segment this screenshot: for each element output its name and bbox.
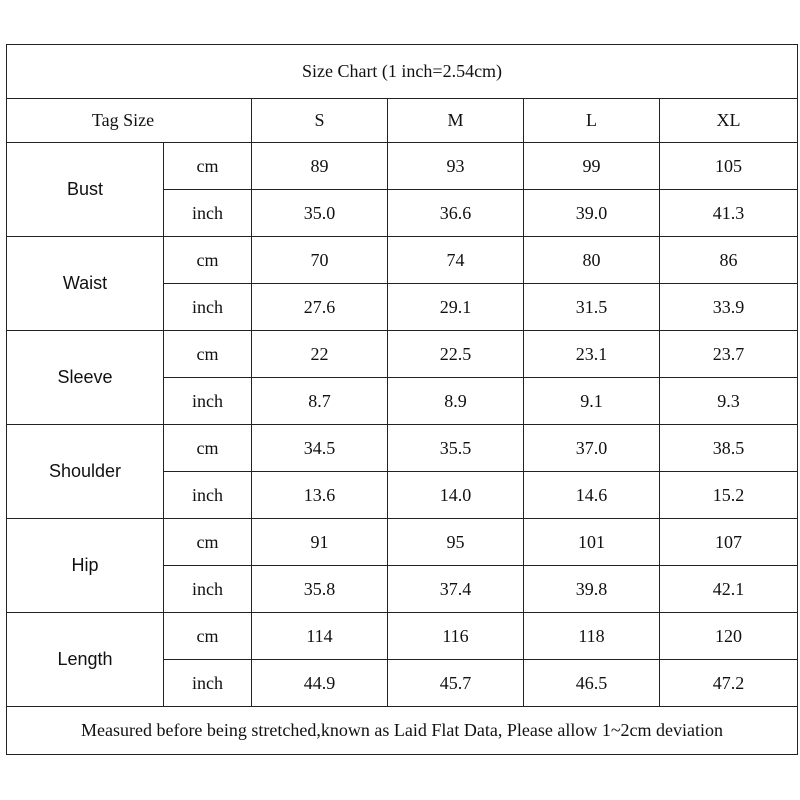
unit-label-inch: inch (164, 378, 252, 425)
value-cell-shoulder-inch-l: 14.6 (524, 472, 660, 519)
value-cell-bust-cm-m: 93 (388, 143, 524, 190)
value-cell-shoulder-inch-s: 13.6 (252, 472, 388, 519)
title-row (7, 45, 798, 99)
size-header-l: L (524, 99, 660, 143)
measure-label-waist: Waist (7, 237, 164, 331)
measure-label-sleeve: Sleeve (7, 331, 164, 425)
unit-label-inch: inch (164, 472, 252, 519)
measure-label-shoulder: Shoulder (7, 425, 164, 519)
footer-row (7, 707, 798, 755)
value-cell-shoulder-cm-m: 35.5 (388, 425, 524, 472)
measure-label-bust: Bust (7, 143, 164, 237)
value-cell-length-inch-m: 45.7 (388, 660, 524, 707)
size-header-xl: XL (660, 99, 798, 143)
value-cell-sleeve-cm-m: 22.5 (388, 331, 524, 378)
unit-label-inch: inch (164, 660, 252, 707)
value-cell-shoulder-inch-m: 14.0 (388, 472, 524, 519)
value-cell-sleeve-cm-xl: 23.7 (660, 331, 798, 378)
size-header-s: S (252, 99, 388, 143)
value-cell-sleeve-inch-l: 9.1 (524, 378, 660, 425)
measure-label-hip: Hip (7, 519, 164, 613)
size-chart-title: Size Chart (1 inch=2.54cm) (7, 45, 798, 99)
size-chart-table (6, 44, 798, 755)
value-cell-bust-inch-s: 35.0 (252, 190, 388, 237)
value-cell-length-cm-s: 114 (252, 613, 388, 660)
value-cell-waist-inch-xl: 33.9 (660, 284, 798, 331)
value-cell-hip-inch-m: 37.4 (388, 566, 524, 613)
unit-label-cm: cm (164, 237, 252, 284)
value-cell-waist-inch-l: 31.5 (524, 284, 660, 331)
sleeve-cm-row (7, 331, 798, 378)
shoulder-cm-row (7, 425, 798, 472)
value-cell-hip-inch-xl: 42.1 (660, 566, 798, 613)
value-cell-hip-cm-l: 101 (524, 519, 660, 566)
value-cell-sleeve-inch-s: 8.7 (252, 378, 388, 425)
unit-label-cm: cm (164, 143, 252, 190)
value-cell-length-cm-xl: 120 (660, 613, 798, 660)
unit-label-inch: inch (164, 566, 252, 613)
value-cell-bust-cm-l: 99 (524, 143, 660, 190)
size-header-m: M (388, 99, 524, 143)
unit-label-cm: cm (164, 331, 252, 378)
value-cell-length-cm-m: 116 (388, 613, 524, 660)
value-cell-waist-cm-s: 70 (252, 237, 388, 284)
header-row (7, 99, 798, 143)
bust-cm-row (7, 143, 798, 190)
value-cell-waist-cm-m: 74 (388, 237, 524, 284)
value-cell-bust-cm-xl: 105 (660, 143, 798, 190)
value-cell-hip-inch-s: 35.8 (252, 566, 388, 613)
value-cell-sleeve-inch-xl: 9.3 (660, 378, 798, 425)
value-cell-waist-inch-m: 29.1 (388, 284, 524, 331)
hip-cm-row (7, 519, 798, 566)
value-cell-hip-cm-xl: 107 (660, 519, 798, 566)
value-cell-sleeve-cm-s: 22 (252, 331, 388, 378)
value-cell-waist-inch-s: 27.6 (252, 284, 388, 331)
tag-size-header: Tag Size (7, 99, 252, 143)
measure-label-length: Length (7, 613, 164, 707)
value-cell-hip-cm-m: 95 (388, 519, 524, 566)
value-cell-bust-cm-s: 89 (252, 143, 388, 190)
length-cm-row (7, 613, 798, 660)
value-cell-length-inch-xl: 47.2 (660, 660, 798, 707)
unit-label-inch: inch (164, 190, 252, 237)
value-cell-shoulder-cm-l: 37.0 (524, 425, 660, 472)
value-cell-hip-cm-s: 91 (252, 519, 388, 566)
value-cell-length-cm-l: 118 (524, 613, 660, 660)
value-cell-shoulder-cm-s: 34.5 (252, 425, 388, 472)
value-cell-shoulder-inch-xl: 15.2 (660, 472, 798, 519)
value-cell-hip-inch-l: 39.8 (524, 566, 660, 613)
value-cell-bust-inch-xl: 41.3 (660, 190, 798, 237)
unit-label-cm: cm (164, 613, 252, 660)
value-cell-sleeve-cm-l: 23.1 (524, 331, 660, 378)
value-cell-waist-cm-l: 80 (524, 237, 660, 284)
unit-label-inch: inch (164, 284, 252, 331)
unit-label-cm: cm (164, 425, 252, 472)
value-cell-length-inch-s: 44.9 (252, 660, 388, 707)
value-cell-length-inch-l: 46.5 (524, 660, 660, 707)
unit-label-cm: cm (164, 519, 252, 566)
value-cell-shoulder-cm-xl: 38.5 (660, 425, 798, 472)
value-cell-bust-inch-l: 39.0 (524, 190, 660, 237)
value-cell-sleeve-inch-m: 8.9 (388, 378, 524, 425)
waist-cm-row (7, 237, 798, 284)
size-chart-body (7, 45, 798, 755)
value-cell-waist-cm-xl: 86 (660, 237, 798, 284)
footer-note: Measured before being stretched,known as Laid Flat Data, Please allow 1~2cm deviation (7, 707, 798, 755)
value-cell-bust-inch-m: 36.6 (388, 190, 524, 237)
